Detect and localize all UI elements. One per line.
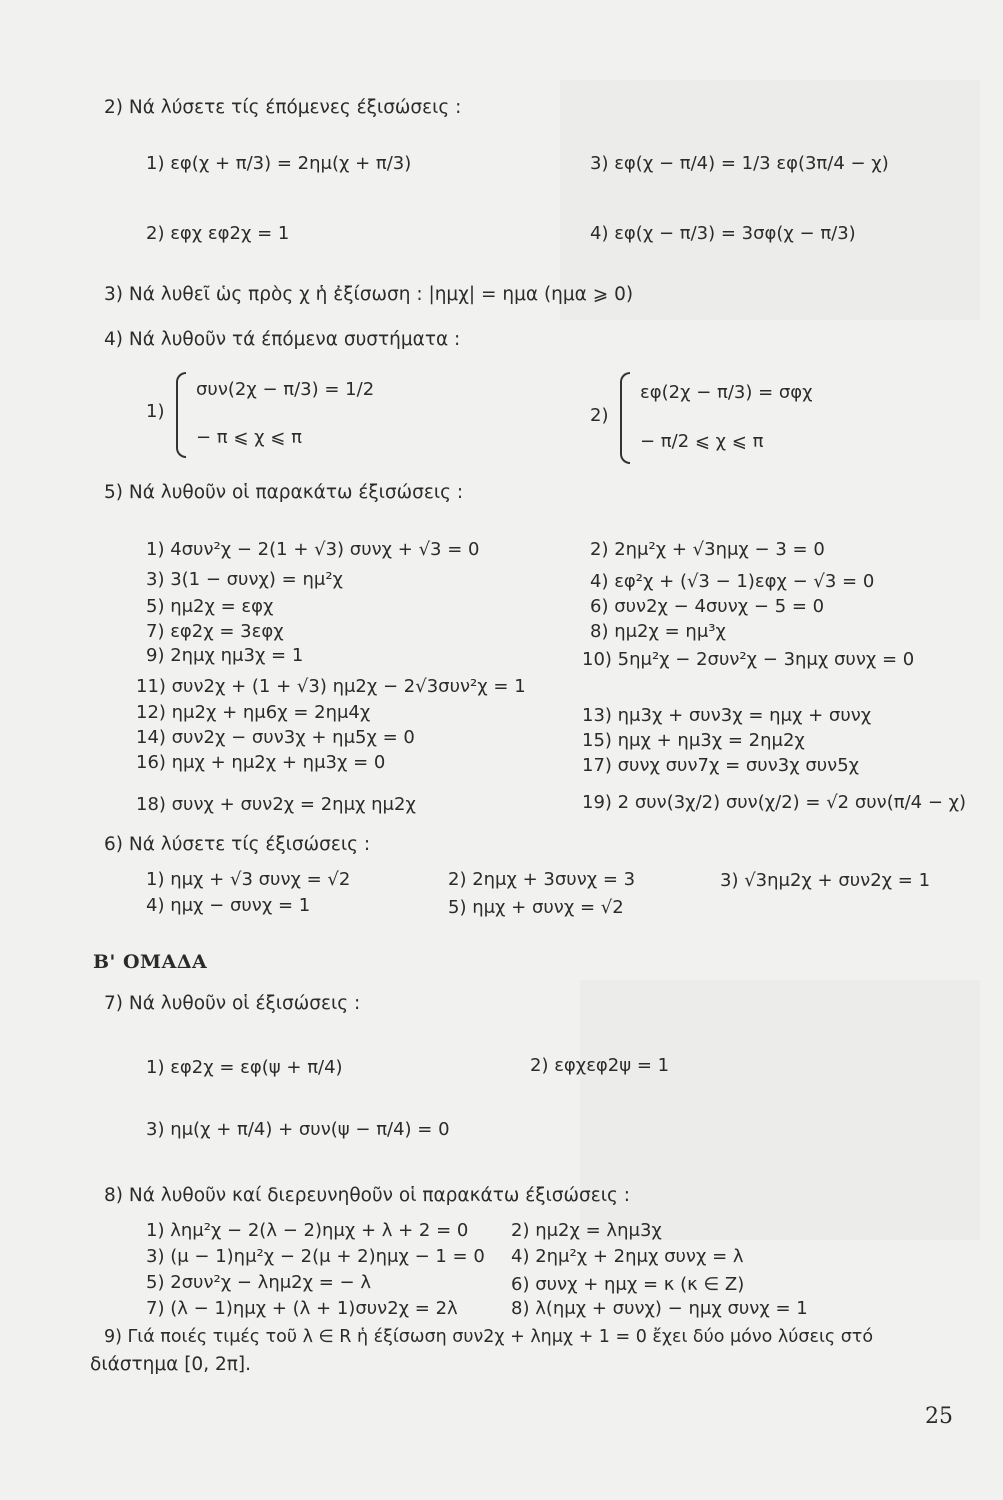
q8-item: 1) λημ²χ − 2(λ − 2)ημχ + λ + 2 = 0: [146, 1220, 469, 1241]
q2-item-1: 1) εφ(χ + π/3) = 2ημ(χ + π/3): [146, 153, 412, 174]
q8-item: 6) συνχ + ημχ = κ (κ ∈ Z): [511, 1274, 745, 1295]
q6-item: 2) 2ημχ + 3συνχ = 3: [448, 869, 636, 890]
q7-item: 2) εφχεφ2ψ = 1: [530, 1055, 670, 1076]
q5-item: 18) συνχ + συν2χ = 2ημχ ημ2χ: [136, 794, 416, 815]
q5-item: 7) εφ2χ = 3εφχ: [146, 621, 284, 642]
q5-item: 13) ημ3χ + συν3χ = ημχ + συνχ: [582, 705, 872, 726]
q5-item: 10) 5ημ²χ − 2συν²χ − 3ημχ συνχ = 0: [582, 649, 915, 670]
system-1-equation: συν(2χ − π/3) = 1/2: [196, 379, 375, 400]
q5-item: 3) 3(1 − συνχ) = ημ²χ: [146, 569, 343, 590]
q5-item: 5) ημ2χ = εφχ: [146, 596, 274, 617]
q6-title: 6) Νά λύσετε τίς έξισώσεις :: [104, 834, 371, 855]
q8-item: 7) (λ − 1)ημχ + (λ + 1)συν2χ = 2λ: [146, 1298, 458, 1319]
q5-item: 12) ημ2χ + ημ6χ = 2ημ4χ: [136, 702, 371, 723]
system-1-constraint: − π ⩽ χ ⩽ π: [196, 427, 302, 448]
q8-title: 8) Νά λυθοῦν καί διερευνηθοῦν οἱ παρακάτω έξισώσεις :: [104, 1185, 630, 1206]
system-2-constraint: − π/2 ⩽ χ ⩽ π: [640, 431, 764, 452]
q2-item-2: 2) εφχ εφ2χ = 1: [146, 223, 290, 244]
q2-title: 2) Νά λύσετε τίς έπόμενες έξισώσεις :: [104, 97, 462, 118]
q5-item: 15) ημχ + ημ3χ = 2ημ2χ: [582, 730, 805, 751]
show-through-band: [580, 980, 980, 1240]
q7-item: 3) ημ(χ + π/4) + συν(ψ − π/4) = 0: [146, 1119, 450, 1140]
q6-item: 5) ημχ + συνχ = √2: [448, 897, 624, 918]
q5-item: 8) ημ2χ = ημ³χ: [590, 621, 726, 642]
system-2-equation: εφ(2χ − π/3) = σφχ: [640, 382, 813, 403]
q6-item: 1) ημχ + √3 συνχ = √2: [146, 869, 351, 890]
q8-item: 4) 2ημ²χ + 2ημχ συνχ = λ: [511, 1246, 744, 1267]
q5-item: 17) συνχ συν7χ = συν3χ συν5χ: [582, 755, 860, 776]
q6-item: 4) ημχ − συνχ = 1: [146, 895, 311, 916]
page-number: 25: [925, 1404, 953, 1429]
q5-item: 14) συν2χ − συν3χ + ημ5χ = 0: [136, 727, 415, 748]
q2-item-3: 3) εφ(χ − π/4) = 1/3 εφ(3π/4 − χ): [590, 153, 889, 174]
system-2-brace: [620, 372, 630, 464]
q9-line-2: διάστημα [0, 2π].: [90, 1354, 251, 1375]
group-b-heading: Β' ΟΜΑΔΑ: [93, 951, 208, 973]
q5-item: 9) 2ημχ ημ3χ = 1: [146, 645, 304, 666]
q5-title: 5) Νά λυθοῦν οἱ παρακάτω έξισώσεις :: [104, 482, 464, 503]
q5-item: 6) συν2χ − 4συνχ − 5 = 0: [590, 596, 825, 617]
q5-item: 1) 4συν²χ − 2(1 + √3) συνχ + √3 = 0: [146, 539, 480, 560]
q3-title: 3) Νά λυθεῖ ὡς πρὸς χ ἡ ἐξίσωση : |ημχ| = ημα (ημα ⩾ 0): [104, 284, 634, 305]
q5-item: 19) 2 συν(3χ/2) συν(χ/2) = √2 συν(π/4 − χ): [582, 792, 967, 813]
system-1-label: 1): [146, 401, 165, 422]
q5-item: 16) ημχ + ημ2χ + ημ3χ = 0: [136, 752, 386, 773]
q7-title: 7) Νά λυθοῦν οἱ έξισώσεις :: [104, 993, 361, 1014]
q6-item: 3) √3ημ2χ + συν2χ = 1: [720, 870, 931, 891]
system-1-brace: [176, 372, 186, 458]
q7-item: 1) εφ2χ = εφ(ψ + π/4): [146, 1057, 343, 1078]
q8-item: 3) (μ − 1)ημ²χ − 2(μ + 2)ημχ − 1 = 0: [146, 1246, 485, 1267]
q5-item: 4) εφ²χ + (√3 − 1)εφχ − √3 = 0: [590, 571, 875, 592]
q2-item-4: 4) εφ(χ − π/3) = 3σφ(χ − π/3): [590, 223, 856, 244]
q5-item: 2) 2ημ²χ + √3ημχ − 3 = 0: [590, 539, 825, 560]
system-2-label: 2): [590, 405, 609, 426]
q8-item: 2) ημ2χ = λημ3χ: [511, 1220, 662, 1241]
q5-item: 11) συν2χ + (1 + √3) ημ2χ − 2√3συν²χ = 1: [136, 676, 526, 697]
q4-title: 4) Νά λυθοῦν τά έπόμενα συστήματα :: [104, 329, 461, 350]
q8-item: 8) λ(ημχ + συνχ) − ημχ συνχ = 1: [511, 1298, 808, 1319]
q9-line-1: 9) Γιά ποιές τιμές τοῦ λ ∈ R ἡ έξίσωση συν2χ + λημχ + 1 = 0 ἔχει δύο μόνο λύσεις στό: [104, 1327, 874, 1347]
q8-item: 5) 2συν²χ − λημ2χ = − λ: [146, 1272, 372, 1293]
